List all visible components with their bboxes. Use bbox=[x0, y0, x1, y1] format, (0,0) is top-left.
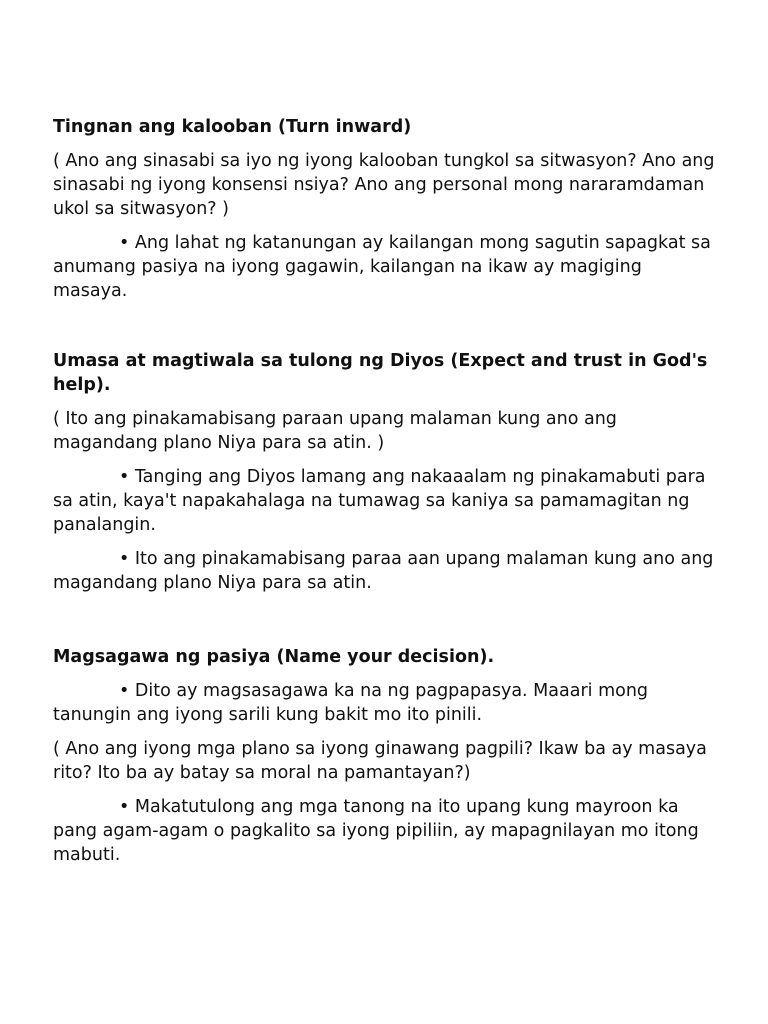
paragraph: ( Ano ang sinasabi sa iyo ng iyong kalooban tungkol sa sitwasyon? Ano ang sinasabi ng iyong konsensi nsiya? Ano ang personal mong nararamdaman ukol sa sitwasyon? ) bbox=[53, 151, 715, 219]
section-heading: Umasa at magtiwala sa tulong ng Diyos (Expect and trust in God's help). bbox=[53, 351, 708, 395]
section-turn-inward bbox=[53, 115, 721, 303]
bullet-paragraph: • Tanging ang Diyos lamang ang nakaaalam ng pinakamabuti para sa atin, kaya't napakahalaga na tumawag sa kaniya sa pamamagitan ng panalangin. bbox=[53, 467, 706, 535]
section-trust-god bbox=[53, 349, 721, 595]
section-heading: Magsagawa ng pasiya (Name your decision). bbox=[53, 647, 495, 667]
bullet-paragraph: • Ito ang pinakamabisang paraa aan upang malaman kung ano ang magandang plano Niya para sa atin. bbox=[53, 549, 714, 593]
bullet-paragraph: • Dito ay magsasagawa ka na ng pagpapasya. Maaari mong tanungin ang iyong sarili kung bakit mo ito pinili. bbox=[53, 681, 649, 725]
section-name-decision bbox=[53, 645, 721, 867]
bullet-paragraph: • Makatutulong ang mga tanong na ito upang kung mayroon ka pang agam-agam o pagkalito sa iyong pipiliin, ay mapagnilayan mo itong mabuti. bbox=[53, 797, 699, 865]
bullet-paragraph: • Ang lahat ng katanungan ay kailangan mong sagutin sapagkat sa anumang pasiya na iyong gagawin, kailangan na ikaw ay magiging masaya. bbox=[53, 233, 711, 301]
paragraph: ( Ito ang pinakamabisang paraan upang malaman kung ano ang magandang plano Niya para sa atin. ) bbox=[53, 409, 617, 453]
paragraph: ( Ano ang iyong mga plano sa iyong ginawang pagpili? Ikaw ba ay masaya rito? Ito ba ay batay sa moral na pamantayan?) bbox=[53, 739, 707, 783]
section-heading: Tingnan ang kalooban (Turn inward) bbox=[53, 117, 412, 137]
